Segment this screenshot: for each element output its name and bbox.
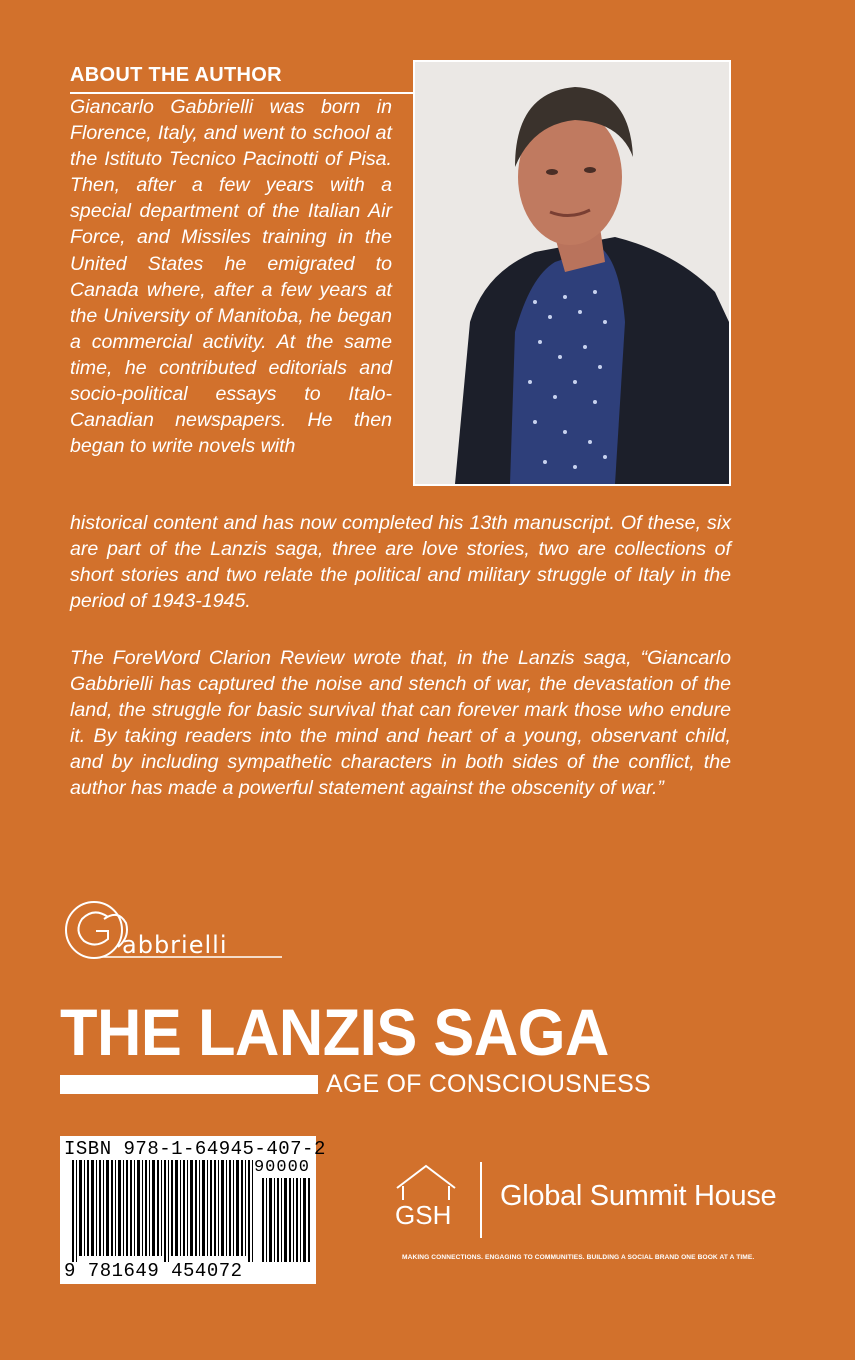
isbn-barcode xyxy=(60,1136,326,1284)
subtitle-bar xyxy=(60,1075,318,1094)
publisher-tagline: MAKING CONNECTIONS. ENGAGING TO COMMUNITIES. BUILDING A SOCIAL BRAND ONE BOOK AT A TIME. xyxy=(402,1254,755,1261)
series-subtitle: AGE OF CONSCIOUSNESS xyxy=(326,1070,651,1098)
review-quote: The ForeWord Clarion Review wrote that, in the Lanzis saga, “Giancarlo Gabbrielli has captured the noise and stench of war, the devastation of the land, the struggle for basic survival that can forever mark those who endure it. By taking readers into the mind and heart of a young, observant child, and by including sympathetic characters in both sides of the conflict, the author has made a powerful statement against the obscenity of war.” xyxy=(70,647,731,800)
isbn-number: ISBN 978-1-64945-407-2 xyxy=(64,1138,326,1160)
svg-text:abbrielli: abbrielli xyxy=(122,931,228,959)
series-title: THE LANZIS SAGA xyxy=(60,995,609,1069)
about-author-heading: ABOUT THE AUTHOR xyxy=(70,64,282,86)
author-portrait-image xyxy=(415,62,729,484)
author-bio-intro: Giancarlo Gabbrielli was born in Florence, Italy, and went to school at the Istituto Tecnico Pacinotti of Pisa. Then, after a few years with a special department of the Italian Air Force, and Missiles training in the United States he emigrated to Canada where, after a few years at the University of Manitoba, he began a commercial activity. At the same time, he contributed editorials and socio-political essays to Italo-Canadian newspapers. He then began to write novels with xyxy=(70,96,392,458)
publisher-divider xyxy=(480,1162,482,1238)
publisher-name: Global Summit House xyxy=(500,1180,777,1212)
author-bio-continued: historical content and has now completed his 13th manuscript. Of these, six are part of the Lanzis saga, three are love stories, two are collections of short stories and two relate the political and military struggle of Italy in the period of 1943-1945. xyxy=(70,512,731,613)
author-signature-logo xyxy=(64,895,294,965)
gsh-logo xyxy=(391,1160,461,1230)
price-code: 90000 xyxy=(253,1158,310,1177)
author-photo xyxy=(413,60,731,486)
gsh-logo-text: GSH xyxy=(395,1200,452,1230)
ean-digits: 9 781649 454072 xyxy=(64,1260,243,1282)
